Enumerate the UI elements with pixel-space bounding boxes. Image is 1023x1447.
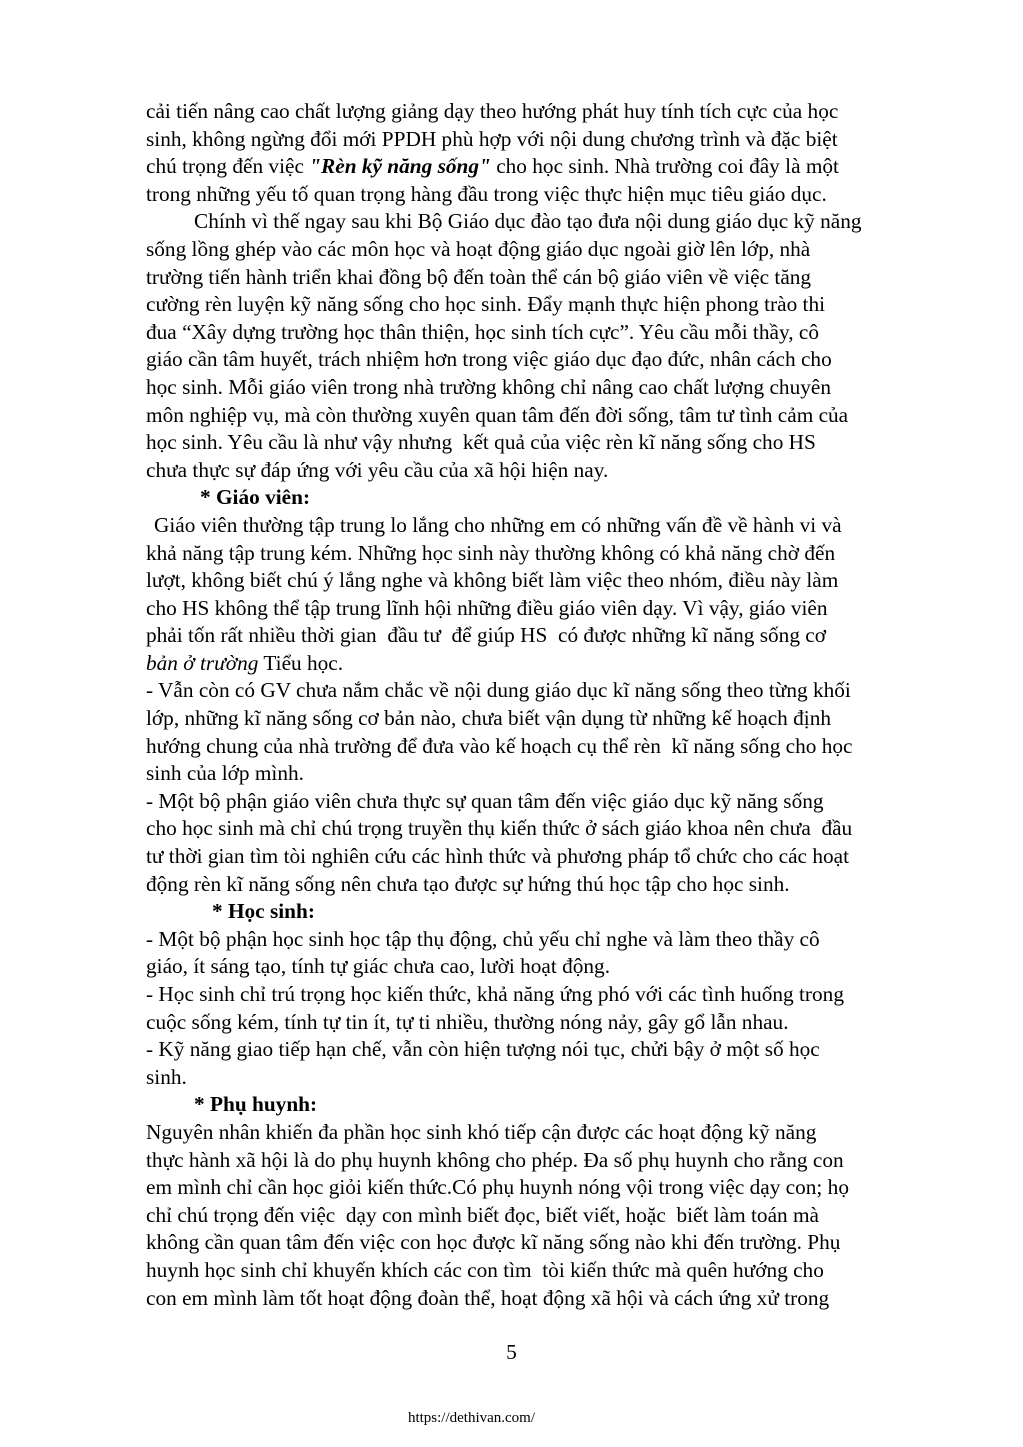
paragraph-line: chỉ chú trọng đến việc dạy con mình biết đọc, biết viết, hoặc biết làm toán mà	[146, 1202, 820, 1227]
paragraph-line: khả năng tập trung kém. Những học sinh này thường không có khả năng chờ đến	[146, 540, 836, 565]
paragraph-line: sinh, không ngừng đổi mới PPDH phù hợp với nội dung chương trình và đặc biệt	[146, 126, 838, 151]
paragraph-line: cho HS không thể tập trung lĩnh hội những điều giáo viên dạy. Vì vậy, giáo viên	[146, 595, 828, 620]
text-run: Tiểu học.	[258, 650, 344, 675]
paragraph-line: chưa thực sự đáp ứng với yêu cầu của xã hội hiện nay.	[146, 457, 609, 482]
paragraph-line: - Kỹ năng giao tiếp hạn chế, vẫn còn hiện tượng nói tục, chửi bậy ở một số học	[146, 1037, 820, 1062]
footer-url[interactable]: https://dethivan.com/	[407, 1410, 536, 1426]
paragraph-line: lớp, những kĩ năng sống cơ bản nào, chưa biết vận dụng từ những kế hoạch định	[146, 706, 831, 731]
paragraph-line: cải tiến nâng cao chất lượng giảng dạy theo hướng phát huy tính tích cực của học	[146, 99, 839, 123]
paragraph-line: - Một bộ phận giáo viên chưa thực sự quan tâm đến việc giáo dục kỹ năng sống	[146, 788, 824, 813]
paragraph-line: hướng chung của nhà trường để đưa vào kế hoạch cụ thể rèn kĩ năng sống cho học	[146, 733, 853, 758]
paragraph-line: học sinh. Yêu cầu là như vậy nhưng kết quả của việc rèn kĩ năng sống cho HS	[146, 430, 816, 455]
paragraph-line: Giáo viên thường tập trung lo lắng cho những em có những vấn đề về hành vi và	[154, 512, 842, 537]
paragraph-line: sống lồng ghép vào các môn học và hoạt động giáo dục ngoài giờ lên lớp, nhà	[146, 236, 811, 261]
paragraph-line: em mình chỉ cần học giỏi kiến thức.Có phụ huynh nóng vội trong việc dạy con; họ	[146, 1175, 849, 1200]
paragraph-line: học sinh. Mỗi giáo viên trong nhà trường không chỉ nâng cao chất lượng chuyên	[146, 374, 831, 399]
paragraph-line: động rèn kĩ năng sống nên chưa tạo được sự hứng thú học tập cho học sinh.	[146, 871, 790, 896]
paragraph-line: cường rèn luyện kỹ năng sống cho học sinh. Đẩy mạnh thực hiện phong trào thi	[146, 292, 826, 317]
paragraph-line: lượt, không biết chú ý lắng nghe và không biết làm việc theo nhóm, điều này làm	[146, 568, 839, 593]
paragraph-line: cho học sinh mà chỉ chú trọng truyền thụ kiến thức ở sách giáo khoa nên chưa đầu	[146, 816, 853, 841]
paragraph-line: phải tốn rất nhiều thời gian đầu tư để giúp HS có được những kĩ năng sống cơ	[146, 623, 827, 648]
paragraph-line: Chính vì thế ngay sau khi Bộ Giáo dục đào tạo đưa nội dung giáo dục kỹ năng	[194, 209, 862, 234]
page-number: 5	[506, 1340, 517, 1364]
paragraph-line: Nguyên nhân khiến đa phần học sinh khó tiếp cận được các hoạt động kỹ năng	[146, 1119, 817, 1144]
paragraph-line: môn nghiệp vụ, mà còn thường xuyên quan tâm đến đời sống, tâm tư tình cảm của	[146, 402, 849, 427]
document-body	[146, 98, 958, 1312]
paragraph-line	[146, 650, 958, 678]
paragraph-line: giáo cần tâm huyết, trách nhiệm hơn trong việc giáo dục đạo đức, nhân cách cho	[146, 347, 832, 372]
emphasized-phrase: "Rèn kỹ năng sống"	[309, 154, 491, 179]
paragraph-line: tư thời gian tìm tòi nghiên cứu các hình thức và phương pháp tổ chức cho các hoạt	[146, 844, 849, 869]
section-heading-phu-huynh: * Phụ huynh:	[194, 1092, 318, 1117]
paragraph-line: giáo, ít sáng tạo, tính tự giác chưa cao, lười hoạt động.	[146, 954, 611, 979]
paragraph-line: - Một bộ phận học sinh học tập thụ động, chủ yếu chỉ nghe và làm theo thầy cô	[146, 926, 820, 951]
text-run: cho học sinh. Nhà trường coi đây là một	[490, 154, 839, 179]
paragraph-line: con em mình làm tốt hoạt động đoàn thể, hoạt động xã hội và cách ứng xử trong	[146, 1285, 830, 1310]
text-run: chú trọng đến việc	[146, 154, 310, 179]
paragraph-line: - Vẫn còn có GV chưa nắm chắc về nội dung giáo dục kĩ năng sống theo từng khối	[146, 678, 851, 703]
paragraph-line	[146, 153, 958, 181]
section-heading-giao-vien: * Giáo viên:	[200, 485, 311, 510]
paragraph-line: huynh học sinh chỉ khuyến khích các con tìm tòi kiến thức mà quên hướng cho	[146, 1257, 824, 1282]
paragraph-line: không cần quan tâm đến việc con học được kĩ năng sống nào khi đến trường. Phụ	[146, 1230, 841, 1255]
italic-phrase: bản ở trường	[146, 650, 259, 675]
paragraph-line: đua “Xây dựng trường học thân thiện, học sinh tích cực”. Yêu cầu mỗi thầy, cô	[146, 319, 819, 344]
paragraph-line: thực hành xã hội là do phụ huynh không cho phép. Đa số phụ huynh cho rằng con	[146, 1147, 844, 1172]
paragraph-line: sinh của lớp mình.	[146, 761, 304, 786]
paragraph-line: cuộc sống kém, tính tự tin ít, tự ti nhiều, thường nóng nảy, gây gổ lẫn nhau.	[146, 1009, 789, 1034]
section-heading-hoc-sinh: * Học sinh:	[212, 899, 315, 924]
paragraph-line: trong những yếu tố quan trọng hàng đầu trong việc thực hiện mục tiêu giáo dục.	[146, 181, 827, 206]
paragraph-line: trường tiến hành triển khai đồng bộ đến toàn thể cán bộ giáo viên về việc tăng	[146, 264, 812, 289]
paragraph-line: sinh.	[146, 1064, 187, 1089]
paragraph-line: - Học sinh chỉ trú trọng học kiến thức, khả năng ứng phó với các tình huống trong	[146, 982, 844, 1006]
